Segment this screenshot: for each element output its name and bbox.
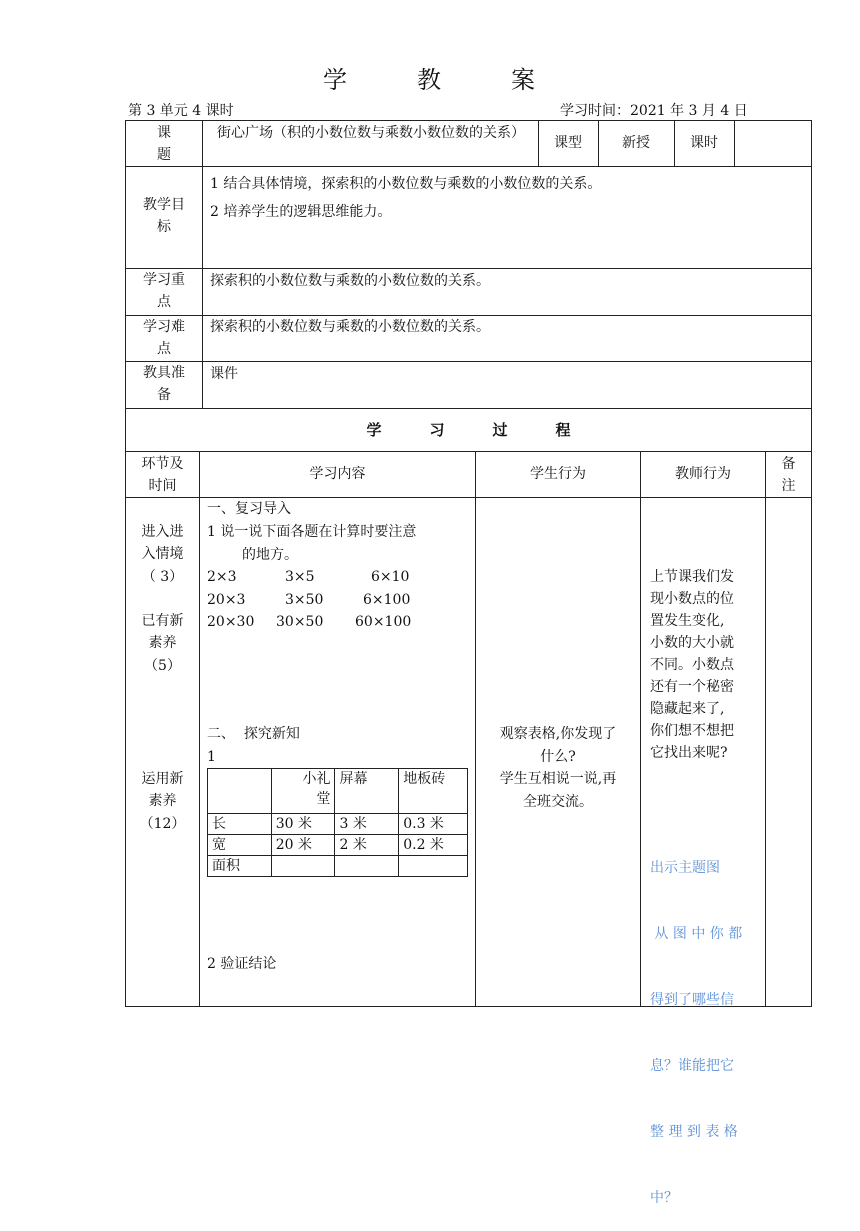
unit-info: 第 3 单元 4 课时 [128,103,234,119]
review-heading: 一、复习导入 [207,501,291,517]
teacher-blue-line: 从 图 中 你 都 [650,926,743,942]
study-date: 学习时间：2021 年 3 月 4 日 [560,103,748,119]
calc-item: 60×100 [355,614,412,630]
goals-label: 教学目 标 [143,197,185,235]
teacher-line: 你们想不想把 [650,723,734,739]
table-cell: 0.2 米 [399,835,468,856]
difficulty-text: 探索积的小数位数与乘数的小数位数的关系。 [210,319,490,335]
stage-name: 已有新 素养 [141,613,184,651]
teacher-line: 不同。小数点 [650,657,734,673]
key-point-text: 探索积的小数位数与乘数的小数位数的关系。 [210,273,490,289]
calc-item: 20×3 [207,592,246,608]
table-row [208,856,468,877]
topic-text: 街心广场（积的小数位数与乘数小数位数的关系） [217,125,525,141]
student-line: 全班交流。 [523,794,593,810]
teacher-blue-line: 出示主题图 [650,860,720,876]
teacher-line: 它找出来呢? [650,745,728,761]
teacher-line: 小数的大小就 [650,635,734,651]
difficulty-label: 学习难 点 [143,319,185,357]
teacher-line: 置发生变化, [650,613,725,629]
stage-time: （ 3） [141,569,184,585]
calc-item: 20×30 [207,614,255,630]
calc-item: 3×50 [285,592,324,608]
stage-name: 进入进 入情境 [141,524,184,562]
table-cell [399,856,468,877]
teacher-intro [650,566,762,764]
teacher-blue-line: 中？ [650,1190,678,1206]
materials-label: 教具准 备 [143,365,185,403]
table-header-cell: 屏幕 [335,769,399,814]
stage-name: 运用新 素养 [141,771,184,809]
table-cell: 0.3 米 [399,814,468,835]
goal-item: 1 结合具体情境，探索积的小数位数与乘数的小数位数的关系。 [210,176,602,192]
student-line: 观察表格,你发现了 [499,726,617,742]
topic-label: 课 题 [157,125,171,163]
table-cell: 30 米 [271,814,335,835]
explore-number: 1 [207,749,216,765]
teacher-line: 上节课我们发 [650,569,734,585]
data-table [207,768,468,877]
teacher-blue-line: 得到了哪些信 [650,992,734,1008]
table-cell: 宽 [208,835,272,856]
table-row [208,814,468,835]
table-header-cell [208,769,272,814]
col-stage: 环节及 时间 [141,456,184,494]
calc-item: 2×3 [207,569,237,585]
materials-text: 课件 [210,366,238,382]
type-value: 新授 [622,135,650,151]
student-line: 学生互相说一说,再 [499,771,617,787]
teacher-line: 现小数点的位 [650,591,734,607]
table-cell: 长 [208,814,272,835]
explore-heading: 二、 探究新知 [207,726,300,742]
teacher-line: 还有一个秘密 [650,679,734,695]
calc-item: 6×100 [363,592,411,608]
teacher-blue-line: 息？谁能把它 [650,1058,734,1074]
verify-heading: 2 验证结论 [207,956,277,972]
process-title [126,419,811,441]
table-cell: 3 米 [335,814,399,835]
calc-item: 6×10 [371,569,410,585]
stage-time: （5） [144,658,181,674]
table-header-cell: 小礼 堂 [271,769,335,814]
process-title-char: 过 [492,421,508,439]
process-title-char: 程 [555,421,571,439]
col-notes: 备 注 [781,456,796,494]
table-header-row [208,769,468,814]
table-cell: 20 米 [271,835,335,856]
review-question: 1 说一说下面各题在计算时要注意 [207,524,417,540]
title-char: 学 [323,66,349,94]
table-cell [271,856,335,877]
stage-time: （12） [139,816,186,832]
title-char: 教 [417,66,443,94]
process-title-char: 习 [429,421,445,439]
calc-item: 3×5 [285,569,315,585]
type-label: 课型 [554,135,582,151]
teacher-blue-note [650,813,762,1231]
table-cell [335,856,399,877]
goal-item: 2 培养学生的逻辑思维能力。 [210,204,392,220]
table-header-cell: 地板砖 [399,769,468,814]
review-question-cont: 的地方。 [242,547,298,563]
col-student: 学生行为 [530,466,586,482]
teacher-blue-line: 整 理 到 表 格 [650,1124,738,1140]
table-cell: 面积 [208,856,272,877]
col-content: 学习内容 [309,466,366,482]
table-row [208,835,468,856]
process-title-char: 学 [366,421,382,439]
table-cell: 2 米 [335,835,399,856]
student-line: 什么? [540,749,576,765]
page-title [0,60,860,95]
hours-label: 课时 [690,135,718,151]
calc-item: 30×50 [276,614,324,630]
teacher-line: 隐藏起来了, [650,701,725,717]
col-teacher: 教师行为 [675,466,731,482]
key-point-label: 学习重 点 [143,272,185,310]
title-char: 案 [511,66,537,94]
